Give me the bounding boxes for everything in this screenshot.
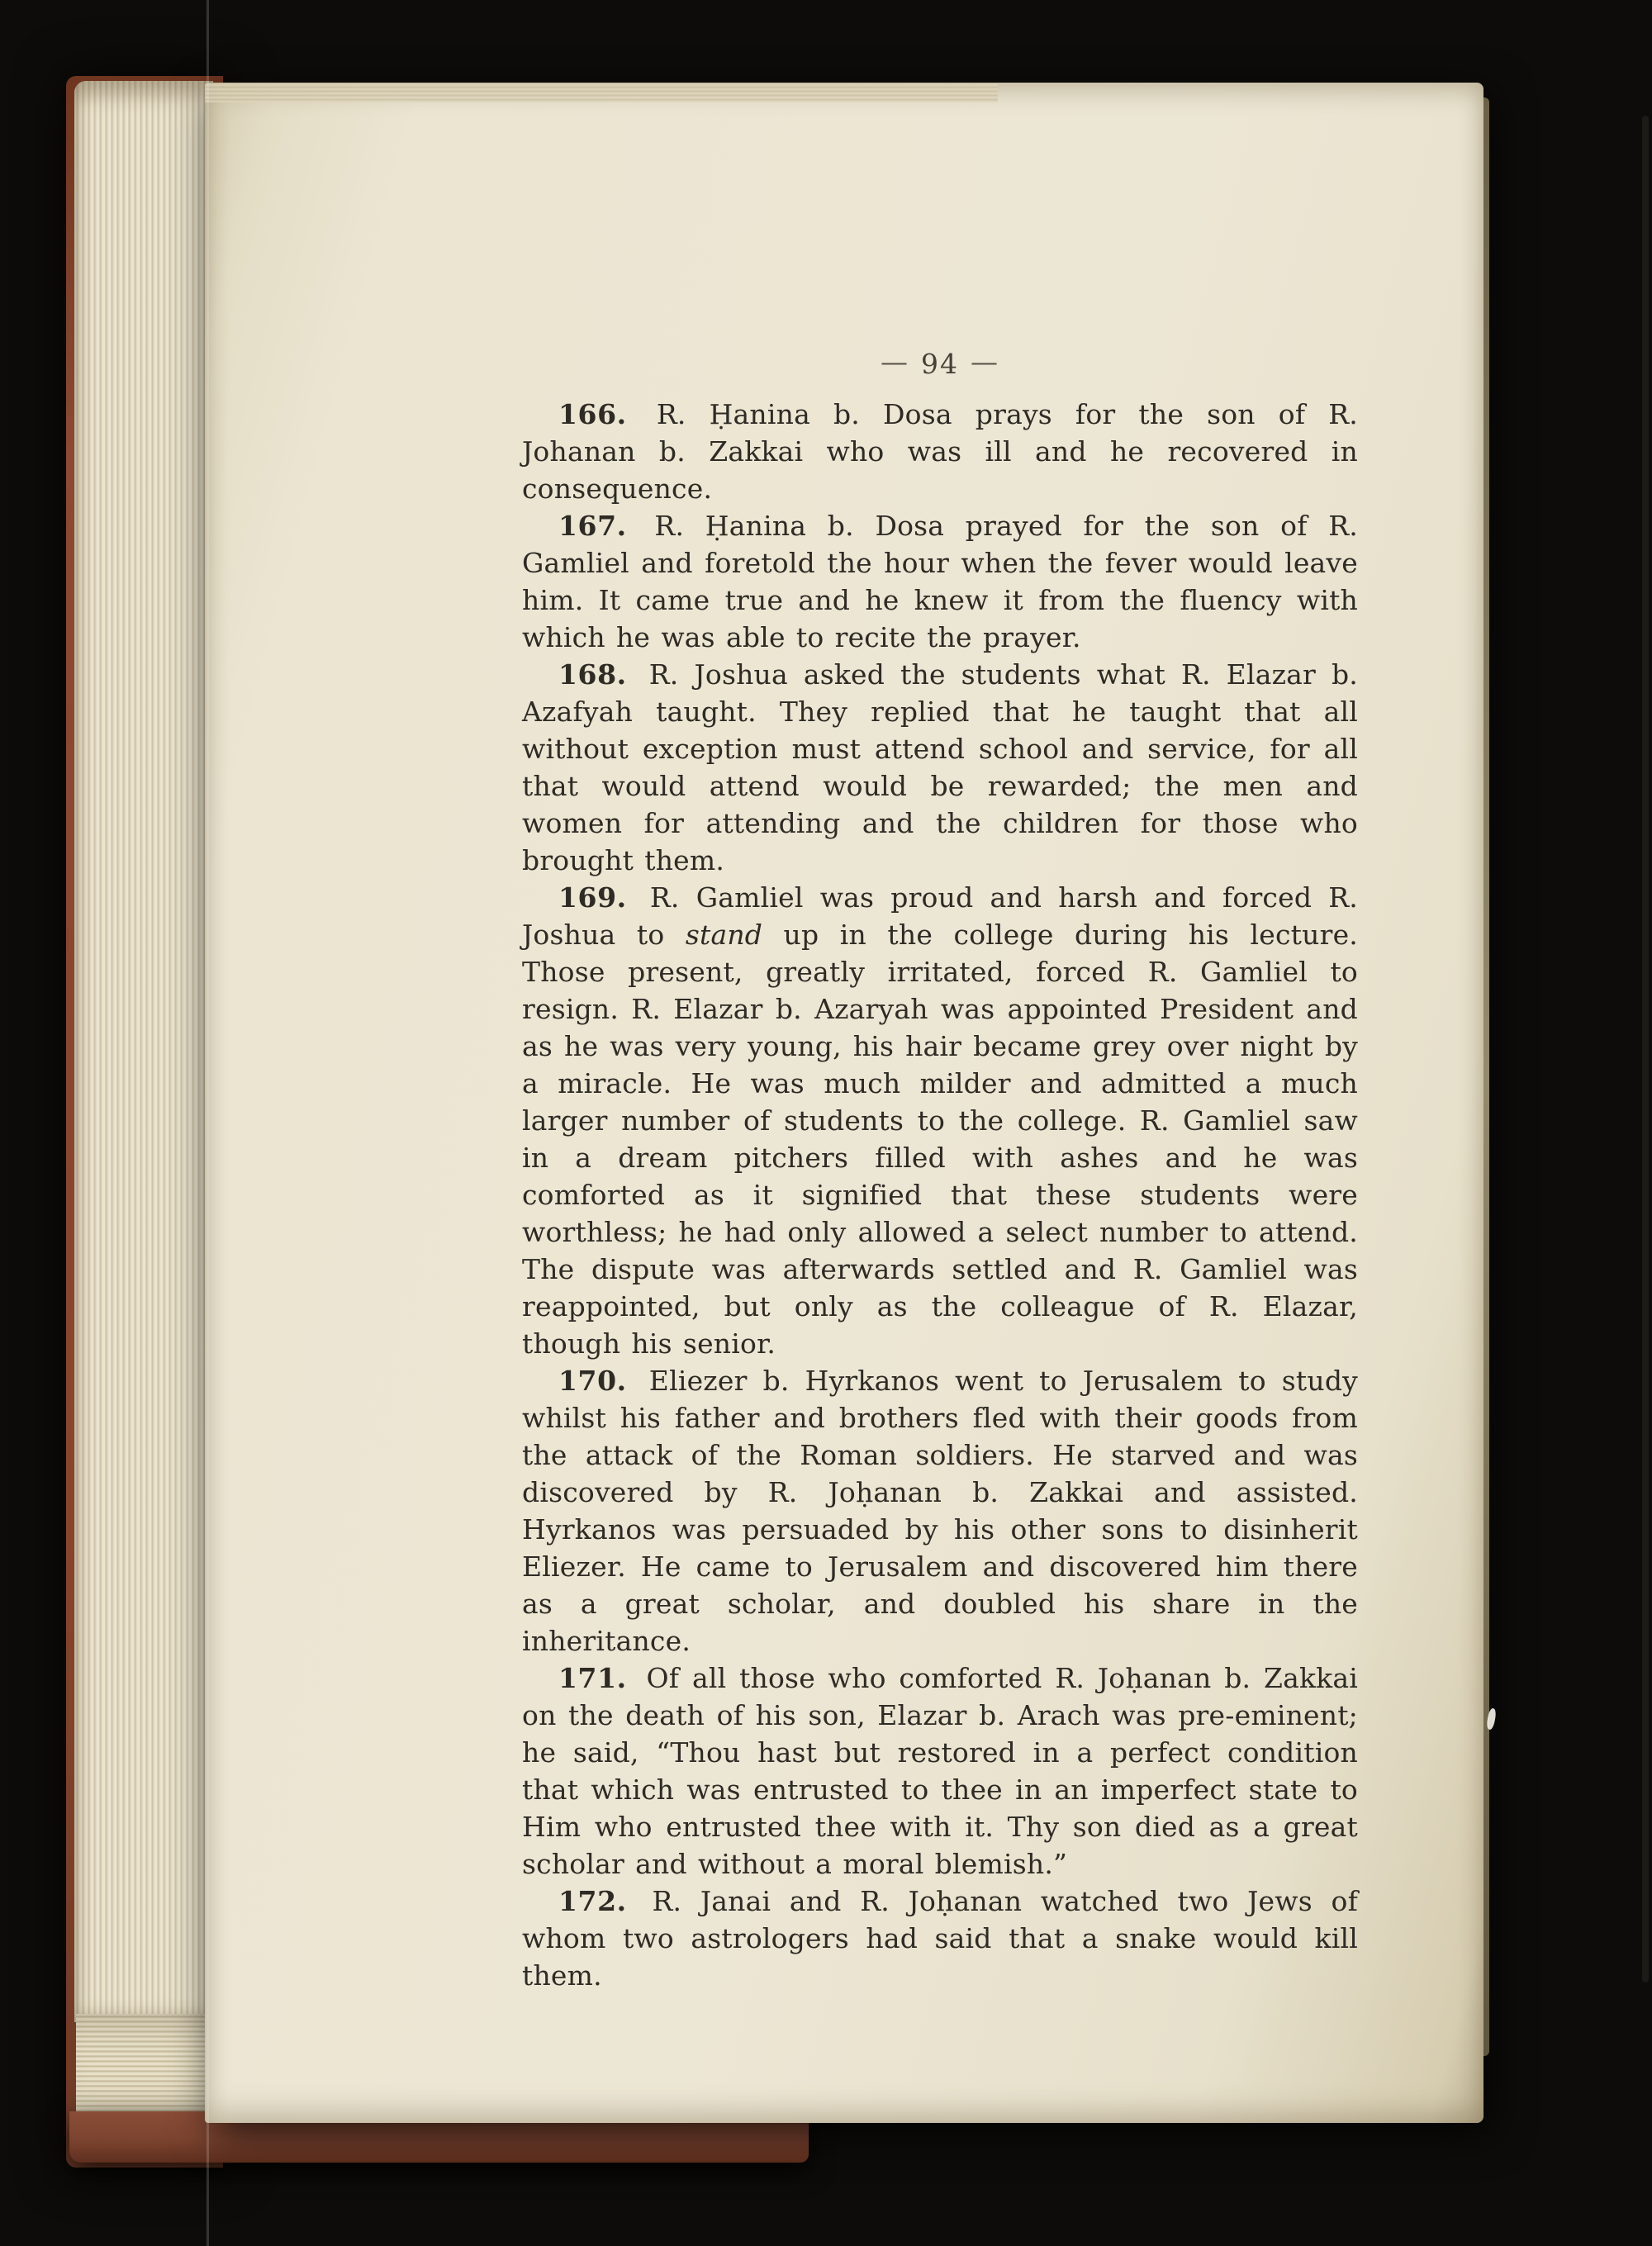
paragraph [522, 879, 1358, 1362]
paragraph [522, 1362, 1358, 1660]
page-number: 94 [921, 348, 959, 380]
paragraph [522, 396, 1358, 507]
book-fore-edge-pages [74, 81, 213, 2022]
paragraph-number: 168. [558, 658, 627, 691]
paragraph-number: 171. [558, 1662, 627, 1694]
paragraph-list [522, 396, 1358, 1994]
paragraph-number: 169. [558, 881, 627, 914]
paragraph [522, 507, 1358, 656]
page-number-header [522, 345, 1358, 382]
paragraph-number: 167. [558, 510, 627, 542]
page-text-block [522, 345, 1358, 1994]
paragraph-text: R. Ḥanina b. Dosa prays for the son of R. Johanan b. Zakkai who was ill and he recovered in consequence. [522, 398, 1358, 505]
scan-line-artifact [206, 0, 209, 2246]
paragraph-text: Of all those who comforted R. Joḥanan b. Zakkai on the death of his son, Elazar b. Arach was pre-eminent; he said, “Thou hast but restored in a perfect condition that which was entrusted to thee in an imperfect state to Him who entrusted thee with it. Thy son died as a great scholar and without a moral blemish.” [522, 1662, 1358, 1880]
paragraph-text: Eliezer b. Hyrkanos went to Jerusalem to study whilst his father and brothers fled with their goods from the attack of the Roman soldiers. He starved and was discovered by R. Joḥanan b. Zakkai and assisted. Hyrkanos was persuaded by his other sons to disinherit Eliezer. He came to Jerusalem and discovered him there as a great scholar, and doubled his share in the inheritance. [522, 1365, 1358, 1657]
paragraph-text: up in the college during his lecture. Those present, greatly irritated, forced R. Gamliel to resign. R. Elazar b. Azaryah was appointed President and as he was very young, his hair became grey over night by a miracle. He was much milder and admitted a much larger number of students to the college. R. Gamliel saw in a dream pitchers filled with ashes and he was comforted as it signified that these students were worthless; he had only allowed a select number to attend. The dispute was afterwards settled and R. Gamliel was reappointed, but only as the colleague of R. Elazar, though his senior. [522, 919, 1358, 1360]
header-dash-left: — [881, 345, 909, 377]
right-edge-shadow [1642, 116, 1649, 1982]
paragraph-text: R. Ḥanina b. Dosa prayed for the son of R. Gamliel and foretold the hour when the fever would leave him. It came true and he knew it from the fluency with which he was able to recite the prayer. [522, 510, 1358, 653]
paragraph [522, 1660, 1358, 1883]
paragraph-text: R. Joshua asked the students what R. Elazar b. Azafyah taught. They replied that he taught that all without exception must attend school and service, for all that would attend would be rewarded; the men and women for attending and the children for those who brought them. [522, 658, 1358, 876]
paragraph-text: R. Janai and R. Joḥanan watched two Jews of whom two astrologers had said that a snake would kill them. [522, 1885, 1358, 1992]
paragraph-number: 166. [558, 398, 627, 430]
paragraph-text: R. Gamliel was proud and harsh and forced R. Joshua to [522, 881, 1358, 951]
paragraph-italic-text: stand [685, 919, 763, 951]
paragraph-number: 172. [558, 1885, 627, 1917]
paragraph [522, 1883, 1358, 1994]
header-dash-right: — [971, 345, 999, 377]
paragraph [522, 656, 1358, 879]
paragraph-number: 170. [558, 1365, 627, 1397]
